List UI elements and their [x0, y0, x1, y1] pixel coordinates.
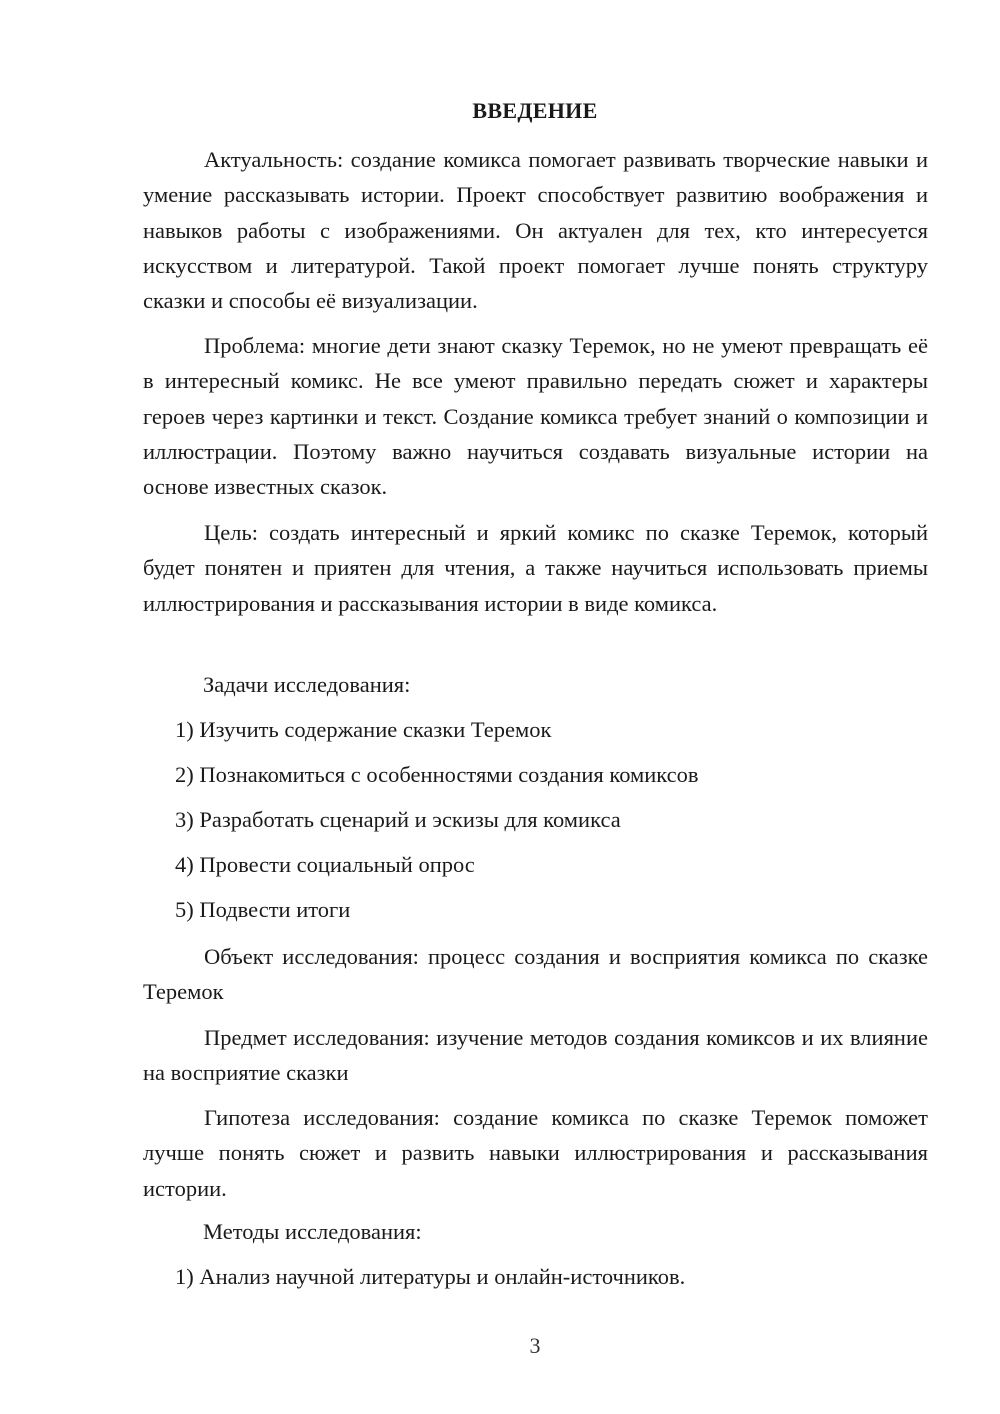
- hypothesis-paragraph: Гипотеза исследования: создание комикса по сказке Теремок поможет лучше понять сюжет и развить навыки иллюстрирования и рассказывания истории.: [143, 1105, 928, 1201]
- task-item: 1) Изучить содержание сказки Теремок: [175, 717, 552, 742]
- object-paragraph: Объект исследования: процесс создания и восприятия комикса по сказке Теремок: [143, 944, 928, 1005]
- task-item: 3) Разработать сценарий и эскизы для комикса: [175, 807, 621, 832]
- subject-paragraph: Предмет исследования: изучение методов создания комиксов и их влияние на восприятие сказки: [143, 1025, 928, 1086]
- method-item: 1) Анализ научной литературы и онлайн-источников.: [175, 1264, 686, 1289]
- task-item: 5) Подвести итоги: [175, 897, 351, 922]
- problem-paragraph: Проблема: многие дети знают сказку Теремок, но не умеют превращать её в интересный комикс. Не все умеют правильно передать сюжет и характеры героев через картинки и текст. Создание комикса требует знаний о композиции и иллюстрации. Поэтому важно научиться создавать визуальные истории на основе известных сказок.: [143, 333, 928, 500]
- section-heading: ВВЕДЕНИЕ: [472, 98, 598, 123]
- tasks-title: Задачи исследования:: [203, 672, 411, 697]
- page-number: 3: [529, 1333, 541, 1358]
- task-item: 2) Познакомиться с особенностями создания комиксов: [175, 762, 699, 787]
- methods-title: Методы исследования:: [203, 1219, 422, 1244]
- goal-paragraph: Цель: создать интересный и яркий комикс по сказке Теремок, который будет понятен и приятен для чтения, а также научиться использовать приемы иллюстрирования и рассказывания истории в виде комикса.: [143, 520, 928, 616]
- relevance-paragraph: Актуальность: создание комикса помогает развивать творческие навыки и умение рассказывать истории. Проект способствует развитию воображения и навыков работы с изображениями. Он актуален для тех, кто интересуется искусством и литературой. Такой проект помогает лучше понять структуру сказки и способы её визуализации.: [143, 147, 928, 314]
- task-item: 4) Провести социальный опрос: [175, 852, 475, 877]
